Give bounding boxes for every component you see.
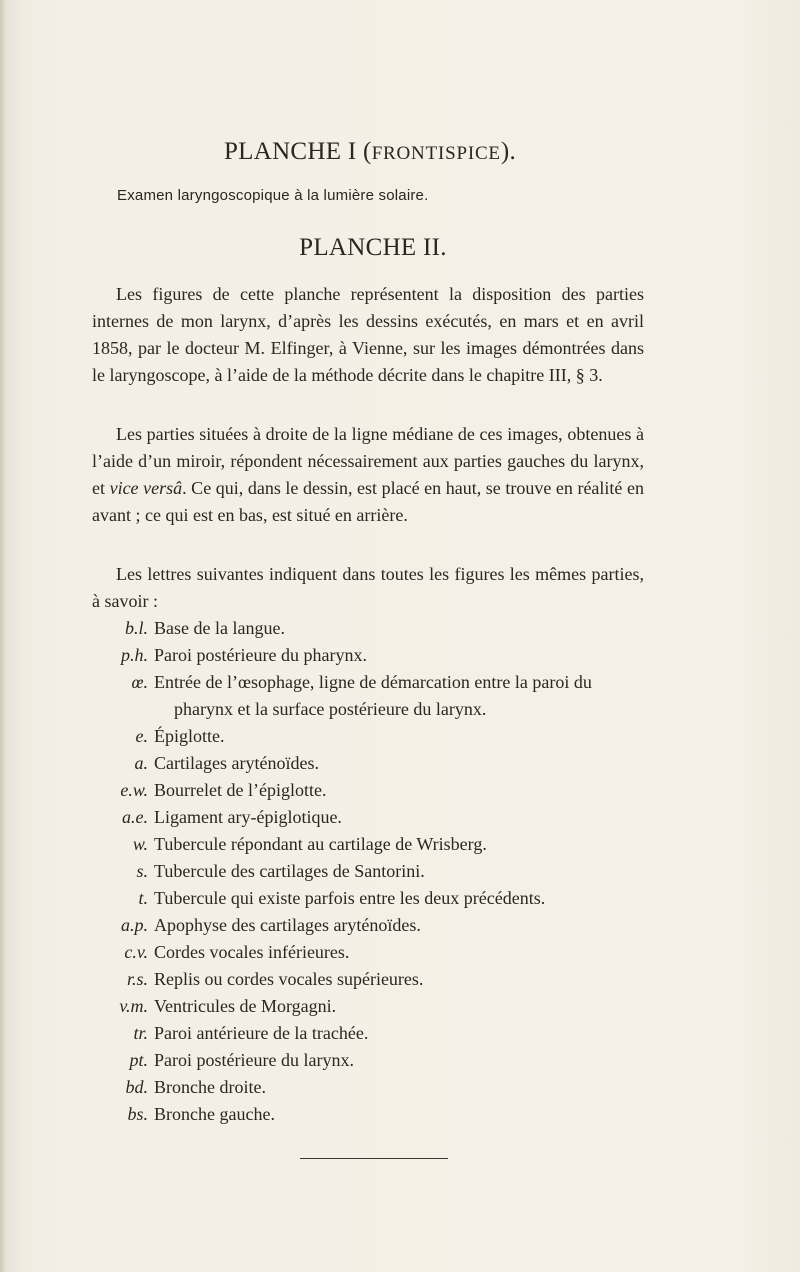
legend-description: Ventricules de Morgagni.: [154, 996, 337, 1016]
legend-row: [0, 1047, 800, 1074]
legend-row: [0, 804, 800, 831]
planche-2-paragraph-2: [92, 421, 644, 529]
closing-rule: [300, 1158, 448, 1159]
paragraph-2-part-a: Les parties situées à droite de la ligne médiane de ces images, obtenues à l’aide d’un miroir, répondent nécessairement aux parties gauches du larynx, et: [92, 424, 644, 498]
legend-row: [0, 858, 800, 885]
legend-abbreviation: p.h.: [121, 645, 148, 665]
legend-row: [0, 777, 800, 804]
planche-2-paragraph-3: Les lettres suivantes indiquent dans toutes les figures les mêmes parties, à savoir :: [92, 564, 644, 611]
legend-abbreviation: v.m.: [119, 996, 148, 1016]
legend-row: [0, 723, 800, 750]
legend-row: [0, 885, 800, 912]
legend-abbreviation: bs.: [127, 1104, 148, 1124]
planche-1-caption: Examen laryngoscopique à la lumière solaire.: [117, 187, 429, 204]
planche-2-paragraph-1: Les figures de cette planche représentent la disposition des parties internes de mon larynx, d’après les dessins exécutés, en mars et en avril 1858, par le docteur M. Elfinger, à Vienne, sur les images démontrées dans le laryngoscope, à l’aide de la méthode décrite dans le chapitre III, § 3.: [92, 284, 644, 385]
legend-row: [0, 642, 800, 669]
legend-description: Base de la langue.: [154, 618, 285, 638]
legend-abbreviation: e.: [135, 726, 148, 746]
legend-description: Bronche gauche.: [154, 1104, 275, 1124]
legend-row: [0, 615, 800, 642]
legend-row: [0, 993, 800, 1020]
legend-description: Tubercule répondant au cartilage de Wrisberg.: [154, 834, 487, 854]
legend-abbreviation: a.p.: [121, 915, 148, 935]
legend-row: [0, 1020, 800, 1047]
legend-description: Bourrelet de l’épiglotte.: [154, 780, 327, 800]
planche-2-title: PLANCHE II.: [299, 234, 447, 261]
legend-abbreviation: pt.: [129, 1050, 148, 1070]
legend-abbreviation: c.v.: [124, 942, 148, 962]
legend-description: Tubercule qui existe parfois entre les deux précédents.: [154, 888, 546, 908]
paragraph-2-part-b: . Ce qui, dans le dessin, est placé en haut, se trouve en réalité en avant ; ce qui est en bas, est situé en arrière.: [92, 478, 644, 525]
legend-description: Paroi postérieure du pharynx.: [154, 645, 367, 665]
legend-row: [0, 966, 800, 993]
legend-row: [0, 1074, 800, 1101]
legend-row: [0, 669, 800, 723]
legend-description: Replis ou cordes vocales supérieures.: [154, 969, 424, 989]
legend-row: [0, 750, 800, 777]
legend-abbreviation: s.: [136, 861, 148, 881]
legend-row: [0, 1101, 800, 1128]
legend-description-line-1: Entrée de l’œsophage, ligne de démarcation entre la paroi du: [154, 672, 592, 692]
legend-abbreviation: bd.: [125, 1077, 148, 1097]
legend-row: [0, 912, 800, 939]
legend-description: [154, 669, 646, 723]
legend-description: Bronche droite.: [154, 1077, 266, 1097]
legend-abbreviation: tr.: [133, 1023, 148, 1043]
legend-abbreviation: t.: [138, 888, 148, 908]
legend-abbreviation: a.: [134, 753, 148, 773]
legend-row: [0, 939, 800, 966]
legend-description-line-2: pharynx et la surface postérieure du larynx.: [174, 699, 487, 719]
legend-description: Ligament ary-épiglotique.: [154, 807, 342, 827]
legend-abbreviation: a.e.: [122, 807, 148, 827]
planche-1-title-main: PLANCHE I (: [223, 138, 372, 165]
legend-description: Cartilages aryténoïdes.: [154, 753, 319, 773]
legend-description: Paroi postérieure du larynx.: [154, 1050, 354, 1070]
planche-1-title-end: ).: [500, 138, 517, 165]
planche-1-title-frontispice: FRONTISPICE: [371, 143, 501, 164]
vice-versa-phrase: vice versâ: [109, 478, 183, 498]
legend-abbreviation: e.w.: [120, 780, 148, 800]
legend-abbreviation: œ.: [131, 672, 148, 692]
legend-description: Paroi antérieure de la trachée.: [154, 1023, 369, 1043]
legend-row: [0, 831, 800, 858]
legend-description: Cordes vocales inférieures.: [154, 942, 350, 962]
legend-abbreviation: b.l.: [124, 618, 148, 638]
legend-description: Apophyse des cartilages aryténoïdes.: [154, 915, 421, 935]
legend-abbreviation: w.: [132, 834, 148, 854]
abbreviation-legend: [0, 615, 800, 1128]
legend-description: Tubercule des cartilages de Santorini.: [154, 861, 425, 881]
legend-abbreviation: r.s.: [126, 969, 148, 989]
planche-1-title: [0, 138, 740, 166]
legend-description: Épiglotte.: [154, 726, 225, 746]
